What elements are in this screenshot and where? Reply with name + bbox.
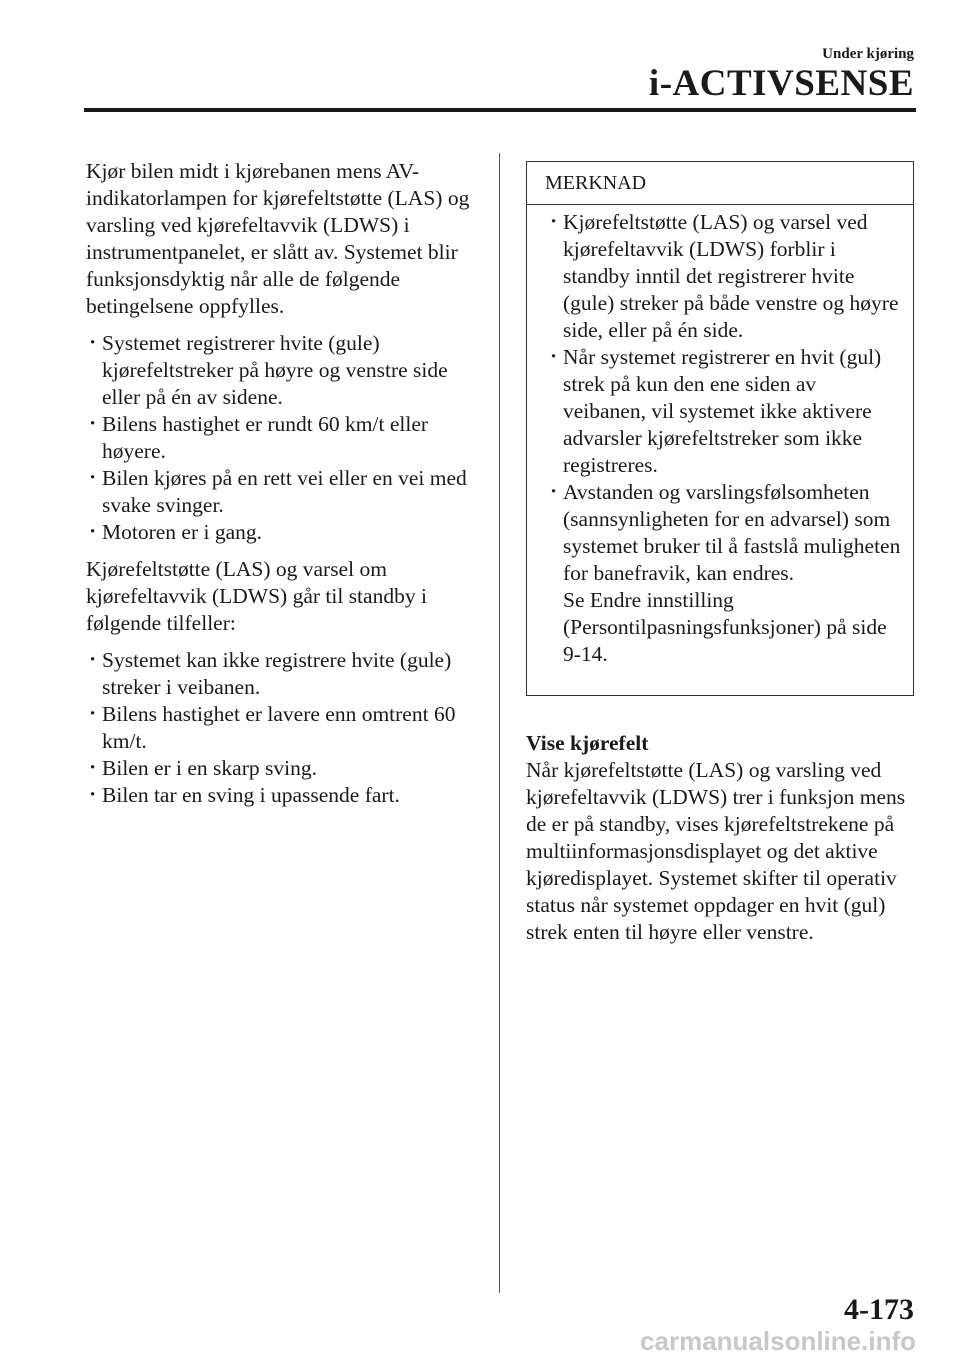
note-reference: Se Endre innstilling (Persontilpasningsfunksjoner) på side 9-14. [563,588,887,666]
section-label: Under kjøring [822,46,914,62]
standby-paragraph: Kjørefeltstøtte (LAS) og varsel om kjørefeltavvik (LDWS) går til standby i følgende tilfeller: [86,557,427,635]
list-item: · Bilen kjøres på en rett vei eller en vei med svake svinger. [86,465,478,519]
list-item: · Avstanden og varslingsfølsomheten (sannsynligheten for en advarsel) som systemet bruker til å fastslå muligheten for banefravik, kan endres. [547,479,903,587]
list-item: · Kjørefeltstøtte (LAS) og varsel ved kjørefeltavvik (LDWS) forblir i standby inntil det registrerer hvite (gule) streker på både venstre og høyre side, eller på én side. [547,209,903,344]
list-item: · Når systemet registrerer en hvit (gul) strek på kun den ene siden av veibanen, vil systemet ikke aktivere advarsler kjørefeltstreker som ikke registreres. [547,344,903,479]
list-item: · Systemet registrerer hvite (gule) kjørefeltstreker på høyre og venstre side eller på én av sidene. [86,330,478,411]
conditions-list [86,330,478,546]
standby-list [86,647,478,809]
note-box [526,161,914,696]
list-item: · Bilens hastighet er lavere enn omtrent 60 km/t. [86,701,478,755]
list-item: · Bilens hastighet er rundt 60 km/t eller høyere. [86,411,478,465]
page-title: i-ACTIVSENSE [648,63,914,104]
page-number: 4-173 [844,1293,914,1326]
note-title: MERKNAD [527,162,913,205]
header-rule [84,108,916,112]
intro-paragraph: Kjør bilen midt i kjørebanen mens AV-indikatorlampen for kjørefeltstøtte (LAS) og varsling ved kjørefeltavvik (LDWS) i instrumentpanelet, er slått av. Systemet blir funksjonsdyktig når alle de følgende betingelsene oppfylles. [86,159,470,318]
left-column [86,158,478,819]
right-column [526,730,918,956]
list-item: · Motoren er i gang. [86,519,478,546]
list-item: · Systemet kan ikke registrere hvite (gule) streker i veibanen. [86,647,478,701]
display-paragraph: Når kjørefeltstøtte (LAS) og varsling ved kjørefeltavvik (LDWS) trer i funksjon mens de er på standby, vises kjørefeltstrekene på multiinformasjonsdisplayet og det aktive kjøredisplayet. Systemet skifter til operativ status når systemet oppdager en hvit (gul) strek enten til høyre eller venstre. [526,758,906,944]
note-list [547,209,903,587]
list-item: · Bilen er i en skarp sving. [86,755,478,782]
column-divider [499,153,500,1293]
watermark: carmanualsonline.info [640,1326,916,1356]
subheading: Vise kjørefelt [526,731,649,755]
list-item: · Bilen tar en sving i upassende fart. [86,782,478,809]
note-body [527,205,913,668]
